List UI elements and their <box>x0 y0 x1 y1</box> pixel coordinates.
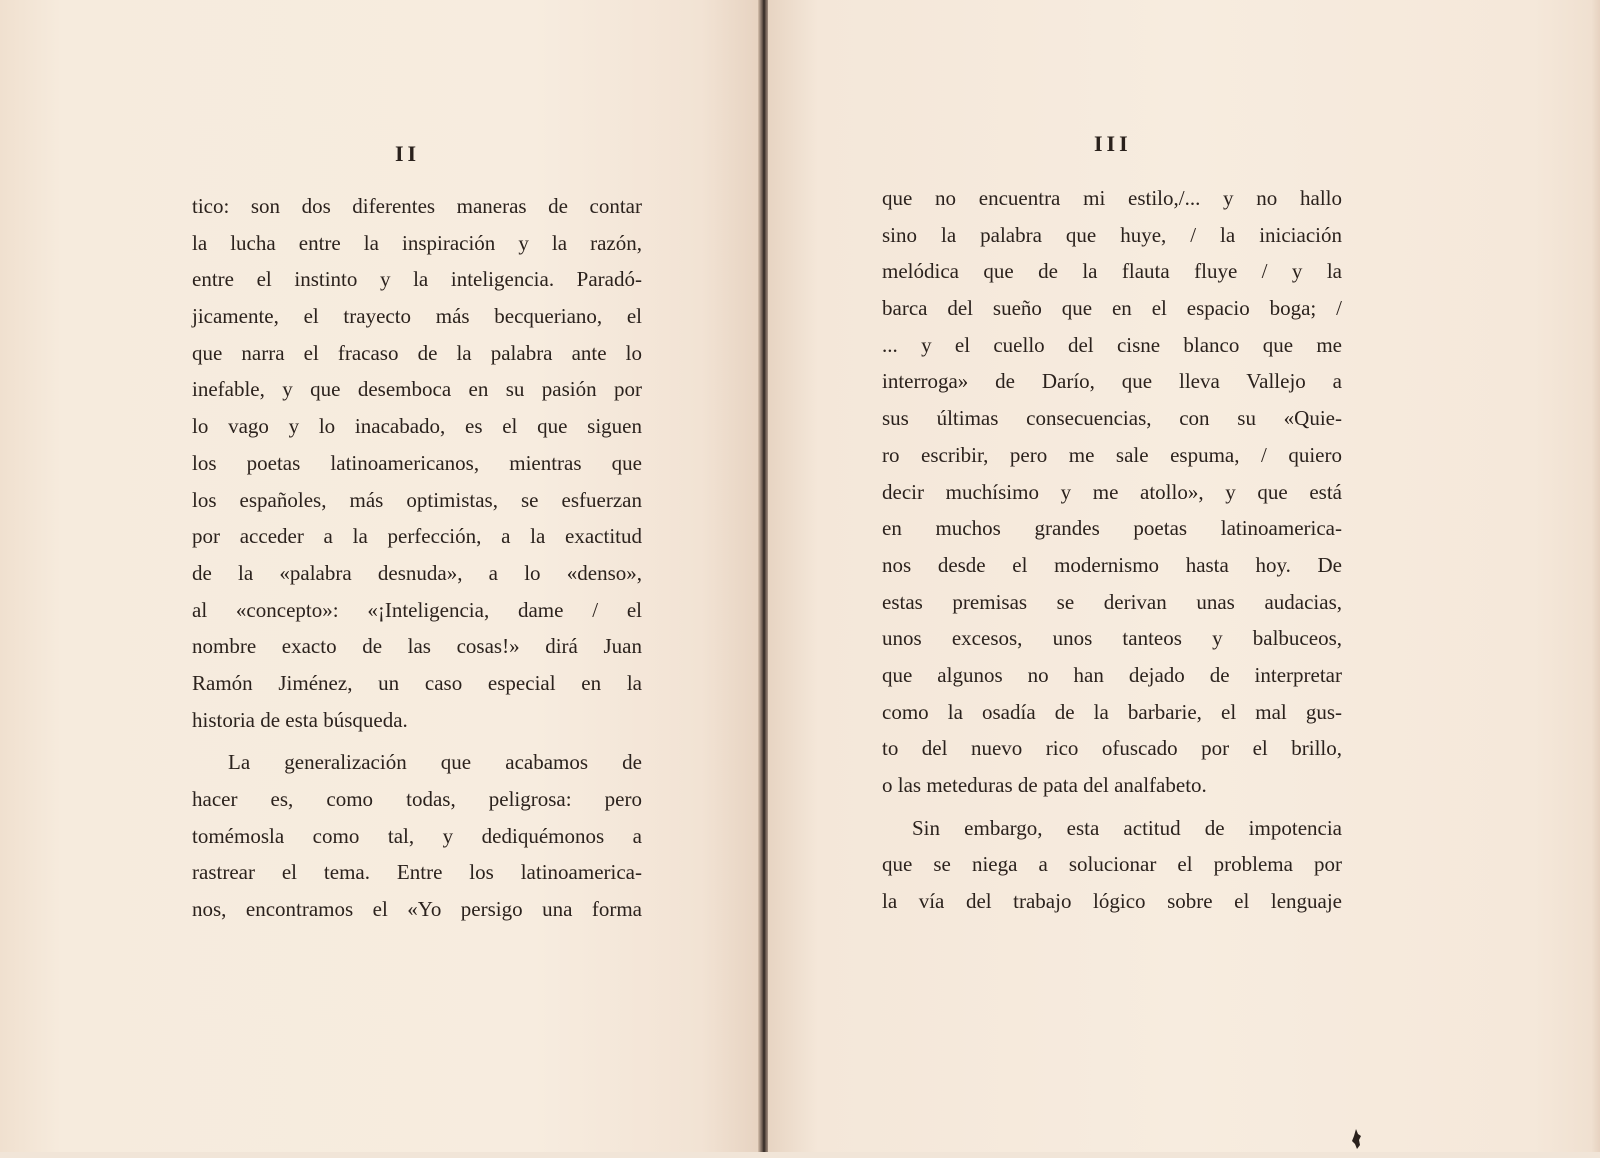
text-line: que se niega a solucionar el problema por <box>882 852 1342 877</box>
text-line: rastrear el tema. Entre los latinoamerica- <box>192 860 642 885</box>
text-line: historia de esta búsqueda. <box>192 707 408 732</box>
left-page <box>0 0 762 1158</box>
text-line: de la «palabra desnuda», a lo «denso», <box>192 560 642 585</box>
text-line: ... y el cuello del cisne blanco que me <box>882 332 1342 357</box>
text-line: la vía del trabajo lógico sobre el lenguaje <box>882 889 1342 914</box>
paragraph <box>192 744 642 927</box>
text-line: nombre exacto de las cosas!» dirá Juan <box>192 634 642 659</box>
text-line: tico: son dos diferentes maneras de contar <box>192 194 642 218</box>
text-line: to del nuevo rico ofuscado por el brillo, <box>882 736 1342 761</box>
text-line: estas premisas se derivan unas audacias, <box>882 589 1342 614</box>
text-line: en muchos grandes poetas latinoamerica- <box>882 516 1342 541</box>
page-number: III <box>1094 131 1132 156</box>
text-line: que no encuentra mi estilo,/... y no hallo <box>882 186 1342 210</box>
paragraph <box>192 188 642 738</box>
page-bottom-edge <box>0 1152 1600 1158</box>
text-line: sus últimas consecuencias, con su «Quie- <box>882 406 1342 431</box>
right-page-text <box>882 180 1342 920</box>
text-line: inefable, y que desemboca en su pasión por <box>192 377 642 402</box>
text-line: hacer es, como todas, peligrosa: pero <box>192 787 642 811</box>
text-line: unos excesos, unos tanteos y balbuceos, <box>882 626 1342 651</box>
text-line: tomémosla como tal, y dediquémonos a <box>192 823 642 848</box>
text-line: los poetas latinoamericanos, mientras que <box>192 450 642 475</box>
text-line: al «concepto»: «¡Inteligencia, dame / el <box>192 597 642 622</box>
text-line: la lucha entre la inspiración y la razón, <box>192 230 642 255</box>
left-page-text <box>192 188 642 928</box>
text-line: La generalización que acabamos de <box>228 750 642 775</box>
text-line: Sin embargo, esta actitud de impotencia <box>912 815 1342 840</box>
text-line: nos desde el modernismo hasta hoy. De <box>882 552 1342 577</box>
page-number: II <box>395 141 421 166</box>
text-line: entre el instinto y la inteligencia. Paradó- <box>192 267 642 292</box>
page-edge <box>1592 0 1600 1158</box>
text-line: interroga» de Darío, que lleva Vallejo a <box>882 369 1342 394</box>
text-line: ro escribir, pero me sale espuma, / quiero <box>882 442 1342 467</box>
text-line: jicamente, el trayecto más becqueriano, el <box>192 304 642 329</box>
text-line: lo vago y lo inacabado, es el que siguen <box>192 414 642 439</box>
text-line: decir muchísimo y me atollo», y que está <box>882 479 1342 504</box>
text-line: nos, encontramos el «Yo persigo una forma <box>192 897 642 922</box>
paragraph <box>882 180 1342 804</box>
text-line: sino la palabra que huye, / la iniciación <box>882 222 1342 247</box>
text-line: los españoles, más optimistas, se esfuerzan <box>192 487 642 512</box>
text-line: barca del sueño que en el espacio boga; / <box>882 296 1342 321</box>
text-line: melódica que de la flauta fluye / y la <box>882 259 1342 284</box>
text-line: como la osadía de la barbarie, el mal gus- <box>882 699 1342 724</box>
text-line: que narra el fracaso de la palabra ante lo <box>192 340 642 365</box>
ink-spot-icon <box>1350 1128 1364 1150</box>
text-line: Ramón Jiménez, un caso especial en la <box>192 670 642 695</box>
text-line: que algunos no han dejado de interpretar <box>882 662 1342 687</box>
text-line: o las meteduras de pata del analfabeto. <box>882 773 1207 797</box>
text-line: por acceder a la perfección, a la exactitud <box>192 524 642 549</box>
paragraph <box>882 810 1342 920</box>
